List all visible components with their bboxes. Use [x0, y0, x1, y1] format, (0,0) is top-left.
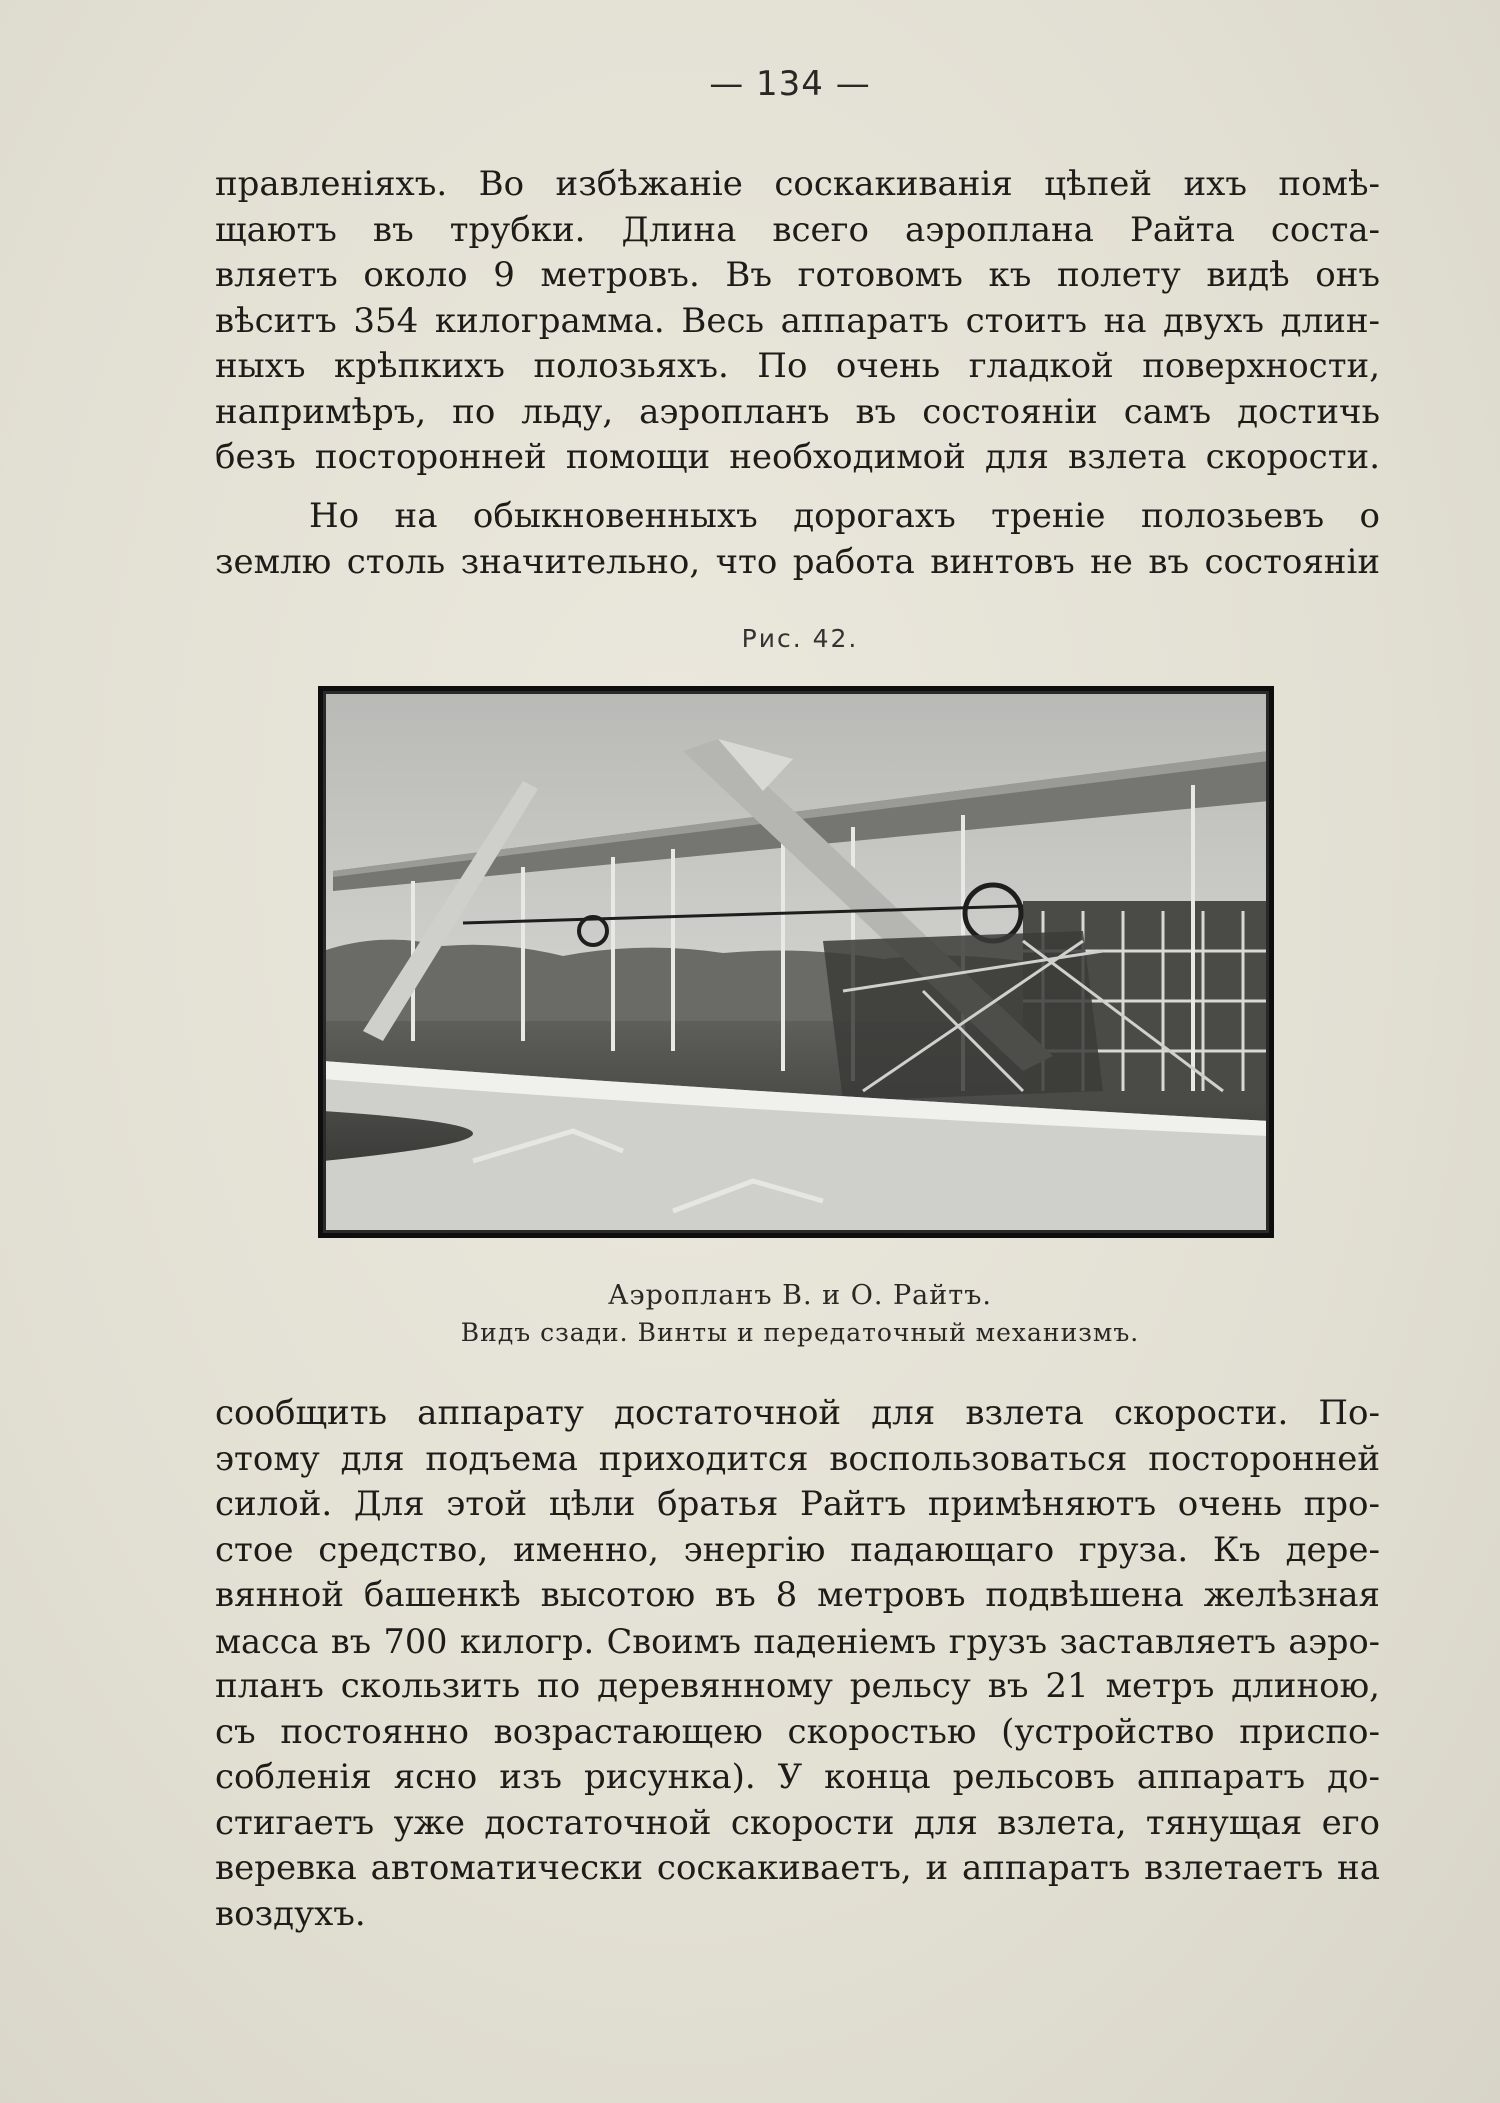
paragraph-3	[215, 1391, 1380, 1937]
text-line: щаютъ въ трубки. Длина всего аэроплана Райта соста-	[215, 209, 1380, 250]
text-line: сообщить аппарату достаточной для взлета скорости. По-	[215, 1393, 1380, 1433]
figure-photo	[318, 686, 1274, 1238]
text-line: планъ скользить по деревянному рельсу въ 21 метръ длиною,	[215, 1666, 1380, 1706]
paragraph-2	[215, 494, 1380, 585]
figure-caption-title: Аэропланъ В. и О. Райтъ.	[608, 1280, 992, 1311]
text-line: правленіяхъ. Во избѣжаніе соскакиванія цѣпей ихъ помѣ-	[215, 164, 1380, 204]
text-line: этому для подъема приходится воспользоваться посторонней	[215, 1438, 1380, 1479]
text-line: стигаетъ уже достаточной скорости для взлета, тянущая его	[215, 1802, 1380, 1843]
text-line: съ постоянно возрастающею скоростью (устройство приспо-	[215, 1711, 1380, 1752]
text-line: силой. Для этой цѣли братья Райтъ примѣняютъ очень про-	[215, 1484, 1380, 1524]
text-line: веревка автоматически соскакиваетъ, и аппаратъ взлетаетъ на	[215, 1848, 1380, 1888]
text-line: ныхъ крѣпкихъ полозьяхъ. По очень гладкой поверхности,	[215, 346, 1380, 386]
text-line: вянной башенкѣ высотою въ 8 метровъ подвѣшена желѣзная	[215, 1575, 1380, 1615]
wright-biplane-photo-icon	[323, 691, 1269, 1233]
text-line: собленія ясно изъ рисунка). У конца рельсовъ аппаратъ до-	[215, 1757, 1380, 1797]
text-line: вляетъ около 9 метровъ. Въ готовомъ къ полету видѣ онъ	[215, 255, 1380, 295]
text-line: Но на обыкновенныхъ дорогахъ треніе полозьевъ о	[309, 496, 1380, 536]
text-line: вѣситъ 354 килограмма. Весь аппаратъ стоитъ на двухъ длин-	[215, 300, 1380, 341]
figure-caption-subtitle: Видъ сзади. Винты и передаточный механизмъ.	[460, 1318, 1140, 1347]
text-line: стое средство, именно, энергію падающаго груза. Къ дере-	[215, 1529, 1380, 1570]
text-line: безъ посторонней помощи необходимой для взлета скорости.	[215, 437, 1380, 477]
text-line: воздухъ.	[215, 1893, 366, 1934]
page-number: — 134 —	[709, 64, 871, 104]
text-line: напримѣръ, по льду, аэропланъ въ состояніи самъ достичь	[215, 391, 1380, 432]
paragraph-1	[215, 162, 1380, 481]
text-line: землю столь значительно, что работа винтовъ не въ состояніи	[215, 541, 1380, 582]
figure-label: Рис. 42.	[741, 624, 859, 653]
text-line: масса въ 700 килогр. Своимъ паденіемъ грузъ заставляетъ аэро-	[215, 1621, 1380, 1661]
